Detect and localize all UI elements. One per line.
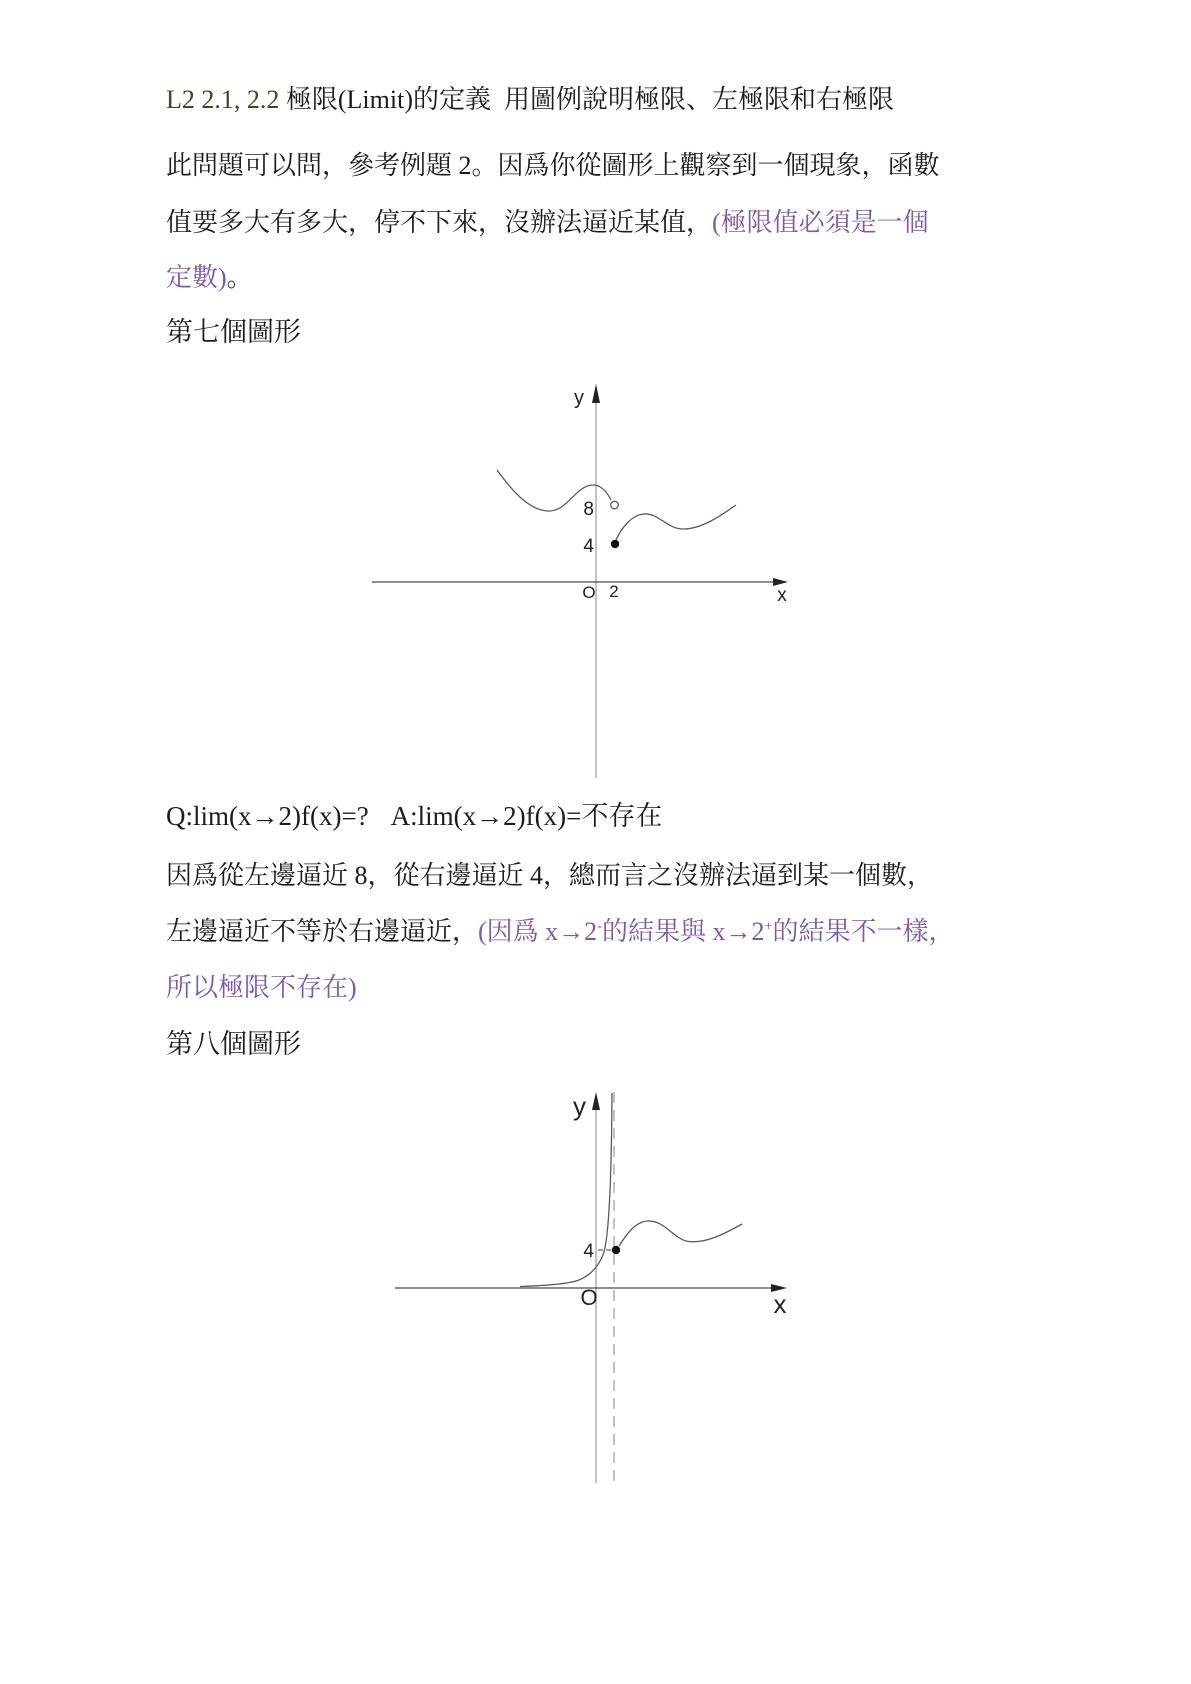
paragraph1-line3 — [166, 262, 253, 295]
superscript-minus: - — [597, 918, 602, 935]
x-tick-label-2: 2 — [609, 582, 619, 601]
curve-right-branch — [619, 1221, 742, 1246]
y-axis-arrow-icon — [592, 1092, 600, 1110]
paragraph1-line1 — [166, 150, 940, 183]
y-tick-label-4: 4 — [583, 536, 594, 557]
text-segment: 此問題可以問，參考例題 2。因爲你從圖形上觀察到一個現象，函數 — [166, 151, 940, 180]
closed-point — [611, 540, 619, 548]
y-tick-label-8: 8 — [583, 499, 594, 520]
y-axis-label: y — [574, 387, 584, 409]
origin-label: O — [580, 1285, 598, 1310]
origin-label: O — [582, 583, 596, 602]
figure7-heading: 第七個圖形 — [166, 317, 301, 347]
y-axis-label: y — [573, 1091, 586, 1121]
text-segment: 值要多大有多大，停不下來，沒辦法逼近某值， — [166, 208, 713, 237]
curve-right-branch — [616, 505, 736, 540]
purple-annotation: 定數) — [166, 263, 227, 292]
x-axis-label: x — [777, 585, 787, 606]
qa-answer: A:lim(x→2)f(x)=不存在 — [390, 801, 663, 831]
doc-title — [166, 84, 894, 117]
doc-title-prefix: L2 2.1, 2.2 — [166, 85, 286, 114]
qa-line — [166, 800, 662, 834]
doc-title-main: 極限(Limit)的定義 用圖例說明極限、左極限和右極限 — [285, 85, 894, 114]
y-tick-label-4: 4 — [583, 1241, 594, 1262]
qa-question: Q:lim(x→2)f(x)=? — [166, 801, 369, 831]
curve-steep-branch — [520, 1093, 612, 1287]
paragraph2-line1 — [166, 860, 933, 893]
purple-annotation: 所以極限不存在) — [166, 973, 357, 1002]
purple-annotation: (因爲 x→2 — [478, 917, 598, 946]
paragraph2-line3 — [166, 972, 357, 1005]
x-axis-label: x — [773, 1289, 787, 1319]
text-segment: 左邊逼近不等於右邊逼近， — [166, 917, 479, 946]
superscript-plus: + — [764, 918, 773, 935]
figure8-heading: 第八個圖形 — [166, 1029, 301, 1059]
purple-annotation: 的結果與 x→2 — [601, 917, 765, 946]
purple-annotation: (極限值必須是一個 — [712, 208, 929, 237]
text-segment: 因爲從左邊逼近 8，從右邊逼近 4，總而言之沒辦法逼到某一個數， — [166, 861, 934, 890]
paragraph1-line2 — [166, 207, 929, 240]
text-segment: 。 — [226, 263, 253, 292]
y-axis-arrow-icon — [592, 384, 600, 403]
purple-annotation: 的結果不一樣， — [772, 917, 955, 946]
paragraph2-line2 — [166, 916, 955, 949]
open-point — [611, 501, 619, 509]
closed-point — [612, 1246, 620, 1254]
figure7-graph — [370, 360, 790, 780]
figure8-graph — [370, 1085, 800, 1485]
